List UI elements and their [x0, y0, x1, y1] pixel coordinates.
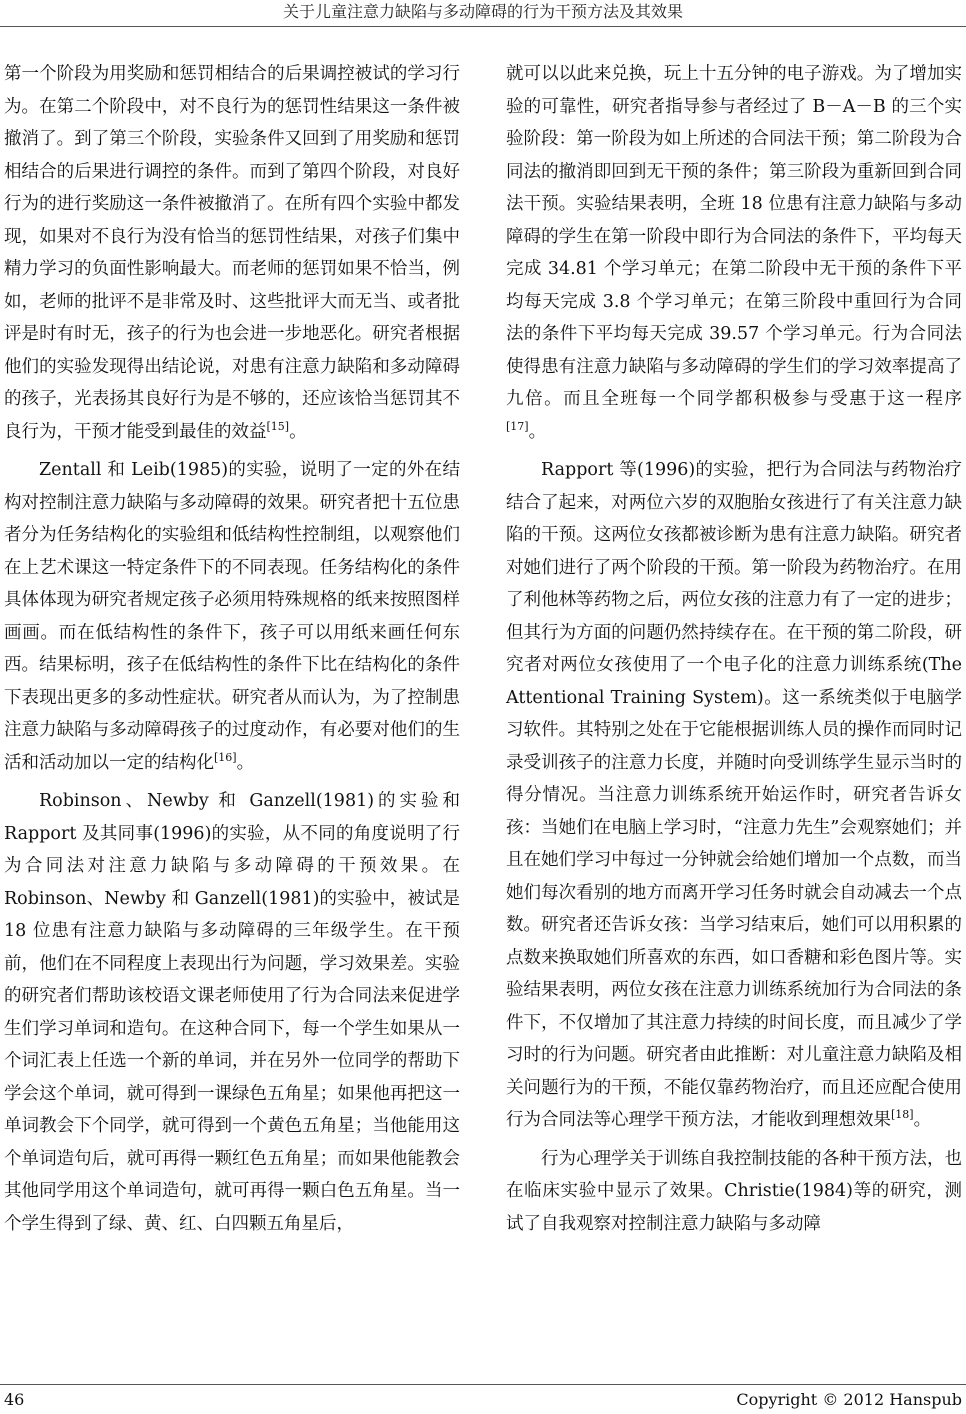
paragraph-tail: 。 — [913, 1110, 932, 1130]
paragraph — [506, 58, 962, 448]
paragraph-text: 第一个阶段为用奖励和惩罚相结合的后果调控被试的学习行为。在第二个阶段中，对不良行为的惩罚性结果这一条件被撤消了。到了第三个阶段，实验条件又回到了用奖励和惩罚相结合的后果进行调控的条件。而到了第四个阶段，对良好行为的进行奖励这一条件被撤消了。在所有四个实验中都发现，如果对不良行为没有恰当的惩罚性结果，对孩子们集中精力学习的负面性影响最大。而老师的惩罚如果不恰当，例如，老师的批评不是非常及时、这些批评大而无当、或者批评是时有时无，孩子的行为也会进一步地恶化。研究者根据他们的实验发现得出结论说，对患有注意力缺陷和多动障碍的孩子，光表扬其良好行为是不够的，还应该恰当惩罚其不良行为，干预才能受到最佳的效益 — [4, 64, 460, 442]
paragraph — [4, 58, 460, 448]
citation: [15] — [266, 419, 290, 433]
citation: [18] — [891, 1108, 914, 1121]
paragraph — [4, 454, 460, 779]
footer-divider — [0, 1384, 966, 1385]
page-number: 46 — [4, 1390, 25, 1409]
paragraph-text: Rapport 等(1996)的实验，把行为合同法与药物治疗结合了起来，对两位六岁的双胞胎女孩进行了有关注意力缺陷的干预。这两位女孩都被诊断为患有注意力缺陷。研究者对她们进行了两个阶段的干预。第一阶段为药物治疗。在用了利他林等药物之后，两位女孩的注意力有了一定的进步；但其行为方面的问题仍然持续存在。在干预的第二阶段，研究者对两位女孩使用了一个电子化的注意力训练系统(The Attentional Training System)。这一系统类似于电脑学习软件。其特别之处在于它能根据训练人员的操作而同时记录受训孩子的注意力长度，并随时向受训练学生显示当时的得分情况。当注意力训练系统开始运作时，研究者告诉女孩：当她们在电脑上学习时，“注意力先生”会观察她们；并且在她们学习中每过一分钟就会给她们增加一个点数，而当她们每次看别的地方而离开学习任务时就会自动减去一个点数。研究者还告诉女孩：当学习结束后，她们可以用积累的点数来换取她们所喜欢的东西，如口香糖和彩色图片等。实验结果表明，两位女孩在注意力训练系统加行为合同法的条件下，不仅增加了其注意力持续的时间长度，而且减少了学习时的行为问题。研究者由此推断：对儿童注意力缺陷及相关问题行为的干预，不能仅靠药物治疗，而且还应配合使用行为合同法等心理学干预方法，才能收到理想效果 — [506, 460, 962, 1130]
paragraph — [506, 454, 962, 1137]
left-column — [4, 58, 460, 1240]
running-header: 关于儿童注意力缺陷与多动障碍的行为干预方法及其效果 — [282, 2, 683, 21]
paragraph — [506, 1143, 962, 1241]
paragraph-tail: 。 — [528, 421, 547, 442]
paragraph-text: Robinson、Newby 和 Ganzell(1981)的实验和 Rapport 及其同事(1996)的实验，从不同的角度说明了行为合同法对注意力缺陷与多动障碍的干预效果。在 Robinson、Newby 和 Ganzell(1981)的实验中，被试是 18 位患有注意力缺陷与多动障碍的三年级学生。在干预前，他们在不同程度上表现出行为问题，学习效果差。实验的研究者们帮助该校语文课老师使用了行为合同法来促进学生们学习单词和造句。在这种合同下，每一个学生如果从一个词汇表上任选一个新的单词，并在另外一位同学的帮助下学会这个单词，就可得到一课绿色五角星；如果他再把这一单词教会下个同学，就可得到一个黄色五角星；当他能用这个单词造句后，就可再得一颗红色五角星；而如果他能教会其他同学用这个单词造句，就可再得一颗白色五角星。当一个学生得到了绿、黄、红、白四颗五角星后， — [4, 791, 460, 1234]
paragraph-tail: 。 — [236, 752, 255, 773]
right-column — [506, 58, 962, 1240]
paragraph-tail: 。 — [289, 421, 307, 442]
paragraph-text: 就可以以此来兑换，玩上十五分钟的电子游戏。为了增加实验的可靠性，研究者指导参与者经过了 B－A－B 的三个实验阶段：第一阶段为如上所述的合同法干预；第二阶段为合同法的撤消即回到无干预的条件；第三阶段为重新回到合同法干预。实验结果表明，全班 18 位患有注意力缺陷与多动障碍的学生在第一阶段中即行为合同法的条件下，平均每天完成 34.81 个学习单元；在第二阶段中无干预的条件下平均每天完成 3.8 个学习单元；在第三阶段中重回行为合同法的条件下平均每天完成 39.57 个学习单元。行为合同法使得患有注意力缺陷与多动障碍的学生们的学习效率提高了九倍。而且全班每一个同学都积极参与受惠于这一程序 — [506, 64, 962, 409]
citation: [16] — [214, 750, 237, 764]
paragraph-text: 行为心理学关于训练自我控制技能的各种干预方法，也在临床实验中显示了效果。Christie(1984)等的研究，测试了自我观察对控制注意力缺陷与多动障 — [506, 1148, 962, 1234]
header-divider — [0, 26, 966, 27]
copyright-notice: Copyright © 2012 Hanspub — [736, 1390, 962, 1409]
citation: [17] — [506, 419, 529, 433]
paragraph-text: Zentall 和 Leib(1985)的实验，说明了一定的外在结构对控制注意力缺陷与多动障碍的效果。研究者把十五位患者分为任务结构化的实验组和低结构性控制组，以观察他们在上艺术课这一特定条件下的不同表现。任务结构化的条件具体体现为研究者规定孩子必须用特殊规格的纸来按照图样画画。而在低结构性的条件下，孩子可以用纸来画任何东西。结果标明，孩子在低结构性的条件下比在结构化的条件下表现出更多的多动性症状。研究者从而认为，为了控制患注意力缺陷与多动障碍孩子的过度动作，有必要对他们的生活和活动加以一定的结构化 — [4, 460, 460, 773]
paragraph — [4, 785, 460, 1240]
